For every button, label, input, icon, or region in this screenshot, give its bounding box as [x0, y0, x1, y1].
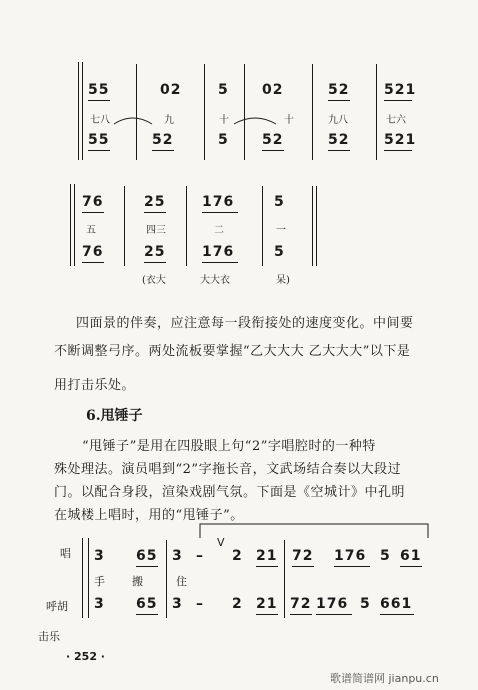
score1-barline — [136, 64, 137, 160]
note-group: 661 — [380, 596, 413, 612]
note: 2 — [232, 548, 243, 564]
underline — [256, 566, 278, 567]
underline — [384, 100, 412, 101]
note: 2 — [232, 596, 243, 612]
note: 3 — [94, 596, 105, 612]
underline — [292, 566, 314, 567]
score2-barline-bold — [312, 186, 313, 266]
note-group: 61 — [400, 548, 422, 564]
note-group: 02 — [160, 82, 182, 98]
part-label-sing: 唱 — [60, 547, 71, 560]
score1-barline — [312, 64, 313, 160]
underline — [88, 150, 110, 151]
text-line: 用打击乐处。 — [54, 378, 136, 393]
underline — [380, 614, 414, 615]
percussion-label: 七六 — [386, 115, 406, 126]
score1-barline-bold — [376, 64, 377, 160]
note-group: 25 — [144, 244, 166, 260]
note: 5 — [360, 596, 371, 612]
score2-barline — [124, 186, 125, 266]
lyric-mid: 大大衣 — [200, 275, 230, 286]
lyric: 搬 — [132, 575, 143, 588]
underline — [202, 212, 238, 213]
underline — [334, 566, 370, 567]
note-group: 5 — [274, 194, 285, 210]
score2-brace — [70, 184, 71, 266]
underline — [400, 566, 422, 567]
note-group: 5 — [218, 82, 229, 98]
percussion-label: 二 — [214, 225, 224, 236]
underline — [256, 614, 278, 615]
note-group: 21 — [256, 548, 278, 564]
score3-barline — [284, 540, 285, 618]
underline — [82, 262, 104, 263]
underline — [88, 100, 110, 101]
text-line: 不断调整弓序。两处流板要掌握“乙大大大 乙大大大”以下是 — [54, 344, 411, 359]
note-group: 5 — [218, 132, 229, 148]
note-group: 55 — [88, 82, 110, 98]
lyric: 住 — [176, 575, 187, 588]
tie-arc — [232, 114, 278, 128]
underline — [202, 262, 238, 263]
note: 3 — [94, 548, 105, 564]
note-group: 25 — [144, 194, 166, 210]
phrase-slur — [196, 518, 432, 540]
note-group: 176 — [202, 244, 235, 260]
note-group: 72 — [292, 548, 314, 564]
percussion-label: 十 — [284, 115, 294, 126]
percussion-label: 四三 — [146, 225, 166, 236]
underline — [136, 566, 158, 567]
note-group: 76 — [82, 244, 104, 260]
note-group: 21 — [256, 596, 278, 612]
dash: – — [196, 548, 204, 564]
note-group: 52 — [328, 132, 350, 148]
note-group: 52 — [152, 132, 174, 148]
underline — [144, 212, 166, 213]
note-group: 176 — [202, 194, 235, 210]
note-group: 521 — [384, 82, 417, 98]
percussion-label: 十 — [219, 115, 229, 126]
score3-brace-inner — [88, 538, 89, 618]
text-line: 四面景的伴奏，应注意每一段衔接处的速度变化。中间要 — [76, 316, 414, 331]
text-line: 在城楼上唱时，用的“甩锤子”。 — [54, 508, 244, 523]
text-line: 门。以配合身段，渲染戏剧气氛。下面是《空城计》中孔明 — [54, 485, 406, 500]
percussion-label: 七八 — [90, 115, 110, 126]
lyric: 手 — [94, 575, 105, 588]
score2-barline-bold — [316, 186, 317, 266]
lyric-open: (衣大 — [142, 275, 166, 286]
part-label-percussion: 击乐 — [38, 630, 60, 643]
score1-brace — [78, 62, 79, 160]
underline — [328, 100, 350, 101]
percussion-label: 九八 — [328, 115, 348, 126]
tie-arc — [112, 114, 154, 128]
underline — [316, 614, 352, 615]
text-line: “甩锤子”是用在四股眼上句“2”字唱腔时的一种特 — [82, 439, 376, 454]
watermark: 歌谱简谱网 jianpu.cn — [330, 672, 439, 685]
page-number: · 252 · — [66, 650, 105, 663]
score3-barline — [166, 540, 167, 618]
note-group: 65 — [136, 548, 158, 564]
underline — [384, 150, 412, 151]
note: 3 — [172, 596, 183, 612]
score1-brace-inner — [82, 62, 83, 160]
underline — [136, 614, 158, 615]
score2-barline — [262, 186, 263, 266]
section-heading: 6.甩锤子 — [86, 408, 143, 424]
underline — [328, 150, 350, 151]
underline — [144, 262, 166, 263]
score2-barline — [186, 186, 187, 266]
note-group: 52 — [262, 132, 284, 148]
note-group: 176 — [316, 596, 349, 612]
percussion-label: 五 — [86, 225, 96, 236]
underline — [82, 212, 104, 213]
underline — [290, 614, 312, 615]
note-group: 176 — [334, 548, 367, 564]
underline — [152, 150, 174, 151]
percussion-label: 九 — [164, 115, 174, 126]
breath-mark: V — [217, 536, 225, 549]
lyric-close: 呆) — [276, 275, 290, 286]
dash: – — [196, 596, 204, 612]
note: 5 — [380, 548, 391, 564]
note-group: 521 — [384, 132, 417, 148]
score1-barline — [204, 64, 205, 160]
score1-barline — [244, 64, 245, 160]
note-group: 5 — [274, 244, 285, 260]
note-group: 55 — [88, 132, 110, 148]
note-group: 52 — [328, 82, 350, 98]
score2-brace-inner — [74, 184, 75, 266]
note-group: 72 — [290, 596, 312, 612]
text-line: 殊处理法。演员唱到“2”字拖长音，文武场结合奏以大段过 — [54, 462, 402, 477]
score3-brace — [82, 538, 83, 618]
note: 3 — [172, 548, 183, 564]
percussion-label: 一 — [276, 225, 286, 236]
part-label-huqin: 呼胡 — [46, 600, 68, 613]
note-group: 02 — [262, 82, 284, 98]
note-group: 76 — [82, 194, 104, 210]
note-group: 65 — [136, 596, 158, 612]
underline — [262, 150, 284, 151]
